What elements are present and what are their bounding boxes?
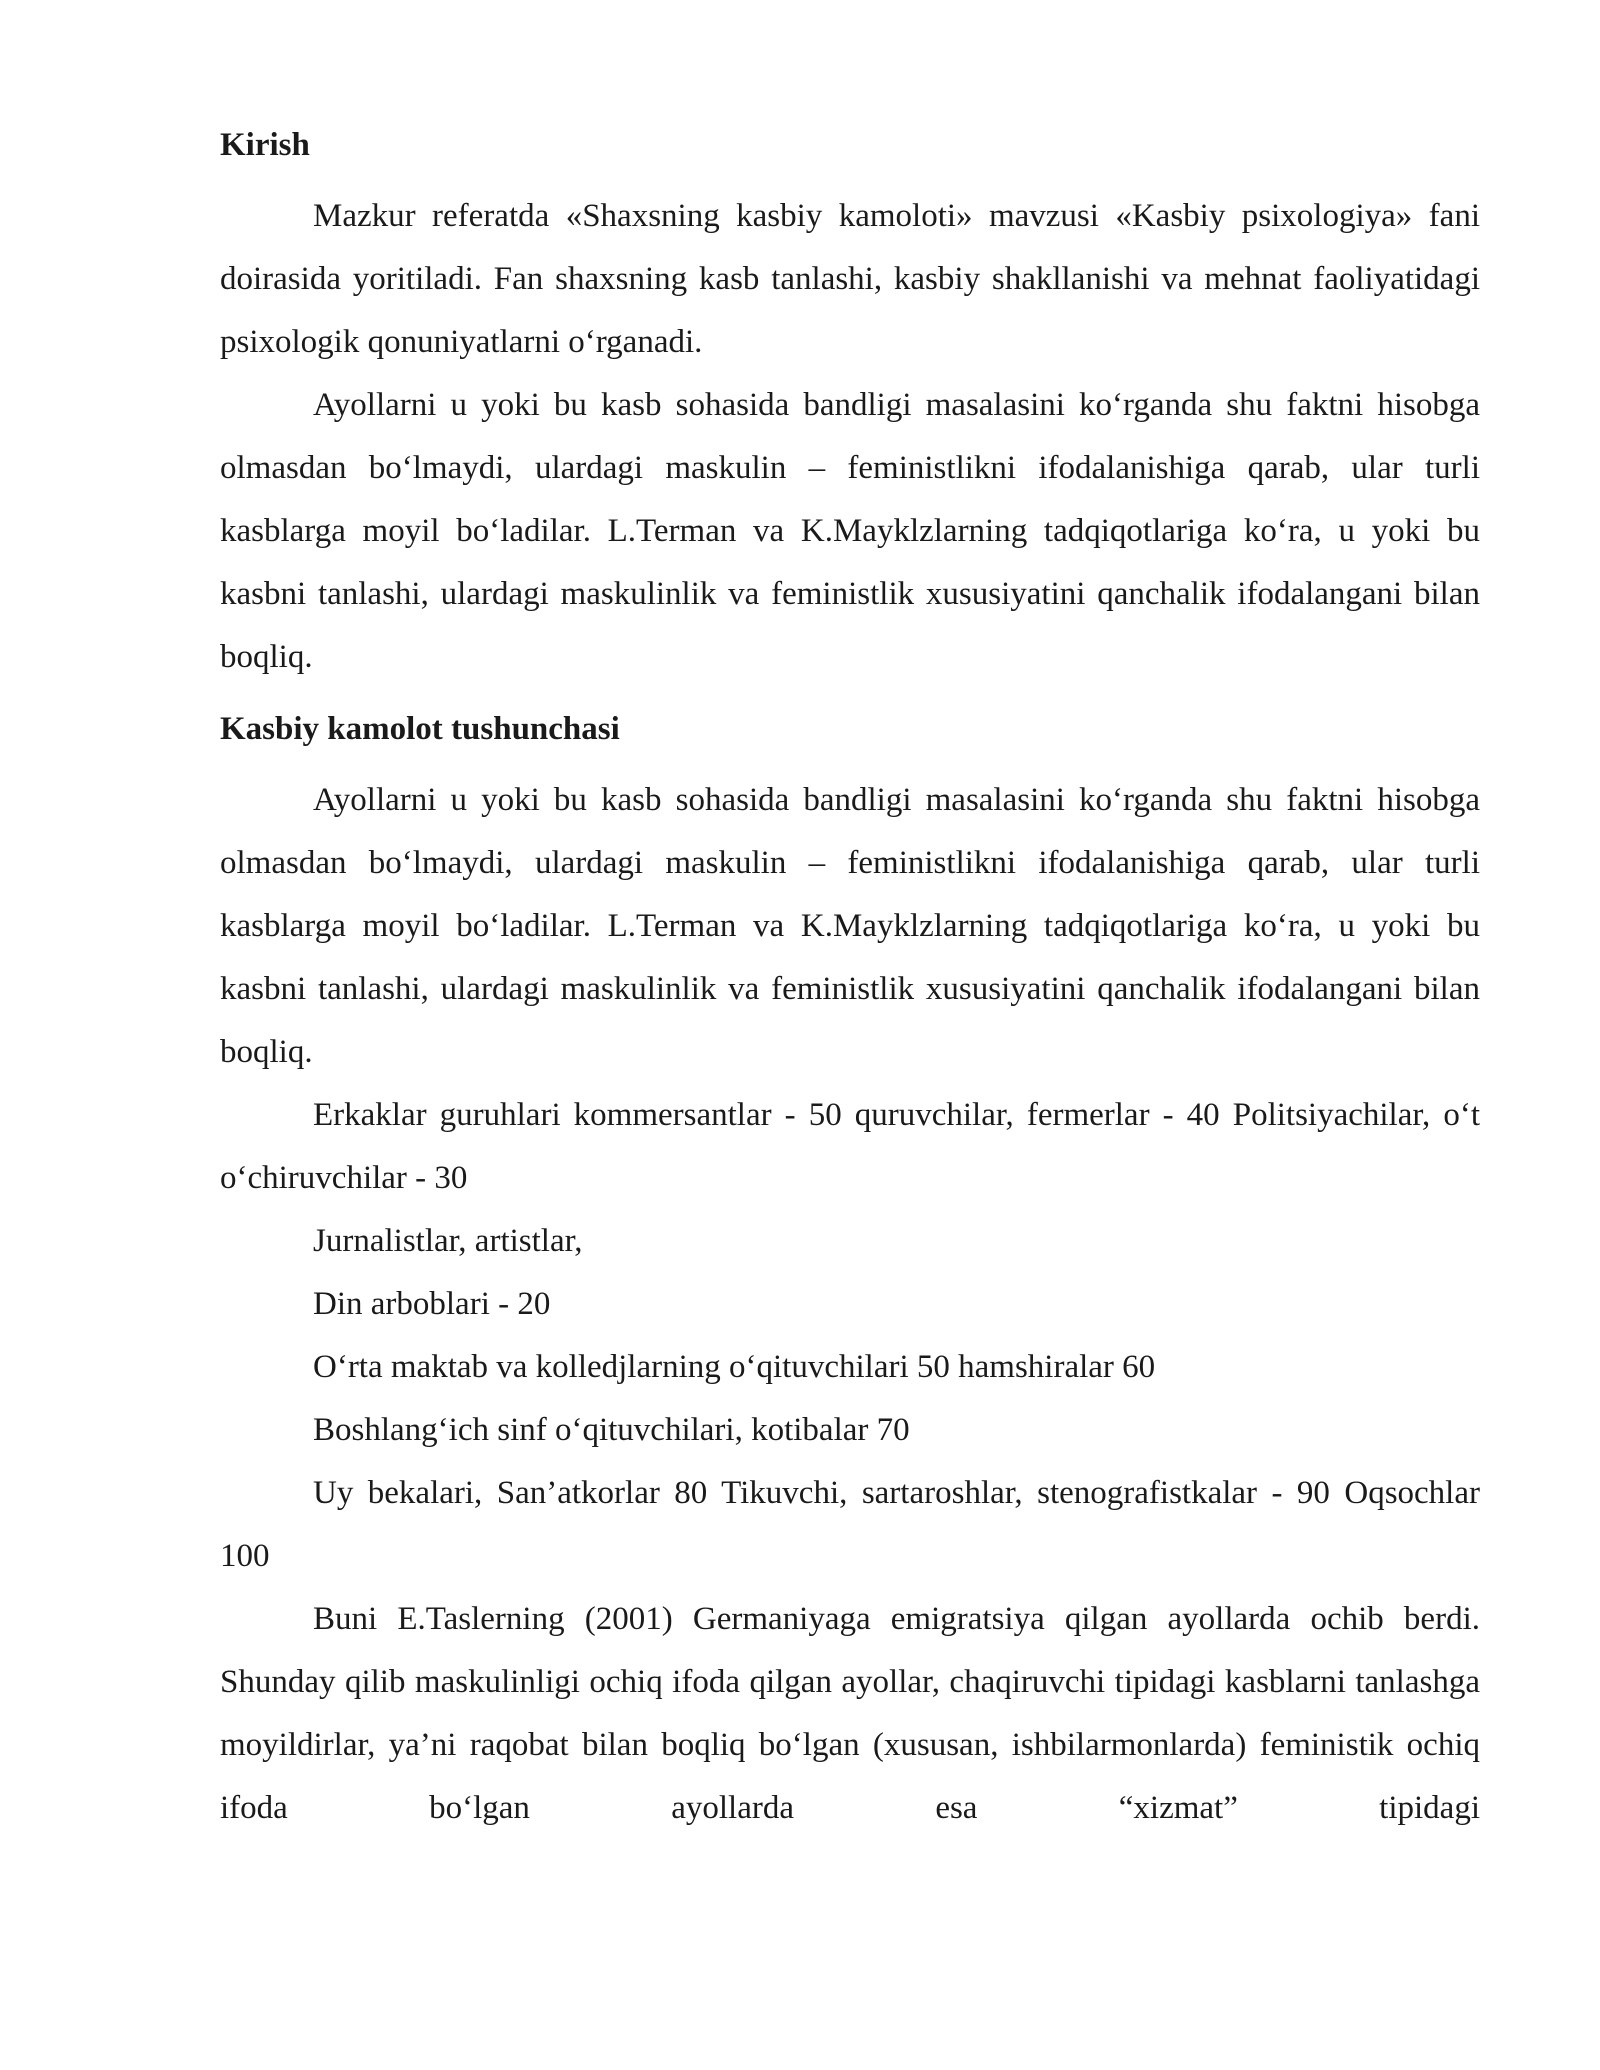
paragraph-intro-2: Ayollarni u yoki bu kasb sohasida bandligi masalasini ko‘rganda shu faktni hisobga olmasdan bo‘lmaydi, ulardagi maskulin – feministlikni ifodalanishiga qarab, ular turli kasblarga moyil bo‘ladilar. L.Terman va K.Mayklzlarning tadqiqotlariga ko‘ra, u yoki bu kasbni tanlashi, ulardagi maskulinlik va feministlik xususiyatini qanchalik ifodalangani bilan boqliq. [220, 387, 1480, 675]
list-line-1: Jurnalistlar, artistlar, [313, 1223, 583, 1259]
section-heading-kasbiy-kamolot: Kasbiy kamolot tushunchasi [220, 711, 620, 747]
list-line-2: Din arboblari - 20 [313, 1286, 551, 1322]
paragraph-concept-2: Erkaklar guruhlari kommersantlar - 50 quruvchilar, fermerlar - 40 Politsiyachilar, o‘t o‘chiruvchilar - 30 [220, 1097, 1480, 1196]
list-line-4: Boshlang‘ich sinf o‘qituvchilari, kotibalar 70 [313, 1412, 910, 1448]
paragraph-intro-1: Mazkur referatda «Shaxsning kasbiy kamoloti» mavzusi «Kasbiy psixologiya» fani doirasida yoritiladi. Fan shaxsning kasb tanlashi, kasbiy shakllanishi va mehnat faoliyatidagi psixologik qonuniyatlarni o‘rganadi. [220, 198, 1480, 360]
paragraph-concept-1: Ayollarni u yoki bu kasb sohasida bandligi masalasini ko‘rganda shu faktni hisobga olmasdan bo‘lmaydi, ulardagi maskulin – feministlikni ifodalanishiga qarab, ular turli kasblarga moyil bo‘ladilar. L.Terman va K.Mayklzlarning tadqiqotlariga ko‘ra, u yoki bu kasbni tanlashi, ulardagi maskulinlik va feministlik xususiyatini qanchalik ifodalangani bilan boqliq. [220, 782, 1480, 1070]
paragraph-final: Buni E.Taslerning (2001) Germaniyaga emigratsiya qilgan ayollarda ochib berdi. Shunday qilib maskulinligi ochiq ifoda qilgan ayollar, chaqiruvchi tipidagi kasblarni tanlashga moyildirlar, ya’ni raqobat bilan boqliq bo‘lgan (xususan, ishbilarmonlarda) feministik ochiq ifoda bo‘lgan ayollarda esa “xizmat” tipidagi [220, 1601, 1480, 1826]
section-heading-kirish: Kirish [220, 127, 310, 163]
paragraph-uy-bekalari: Uy bekalari, San’atkorlar 80 Tikuvchi, sartaroshlar, stenografistkalar - 90 Oqsochlar 100 [220, 1475, 1480, 1574]
list-line-3: O‘rta maktab va kolledjlarning o‘qituvchilari 50 hamshiralar 60 [313, 1349, 1156, 1385]
document-page [220, 127, 1480, 1840]
